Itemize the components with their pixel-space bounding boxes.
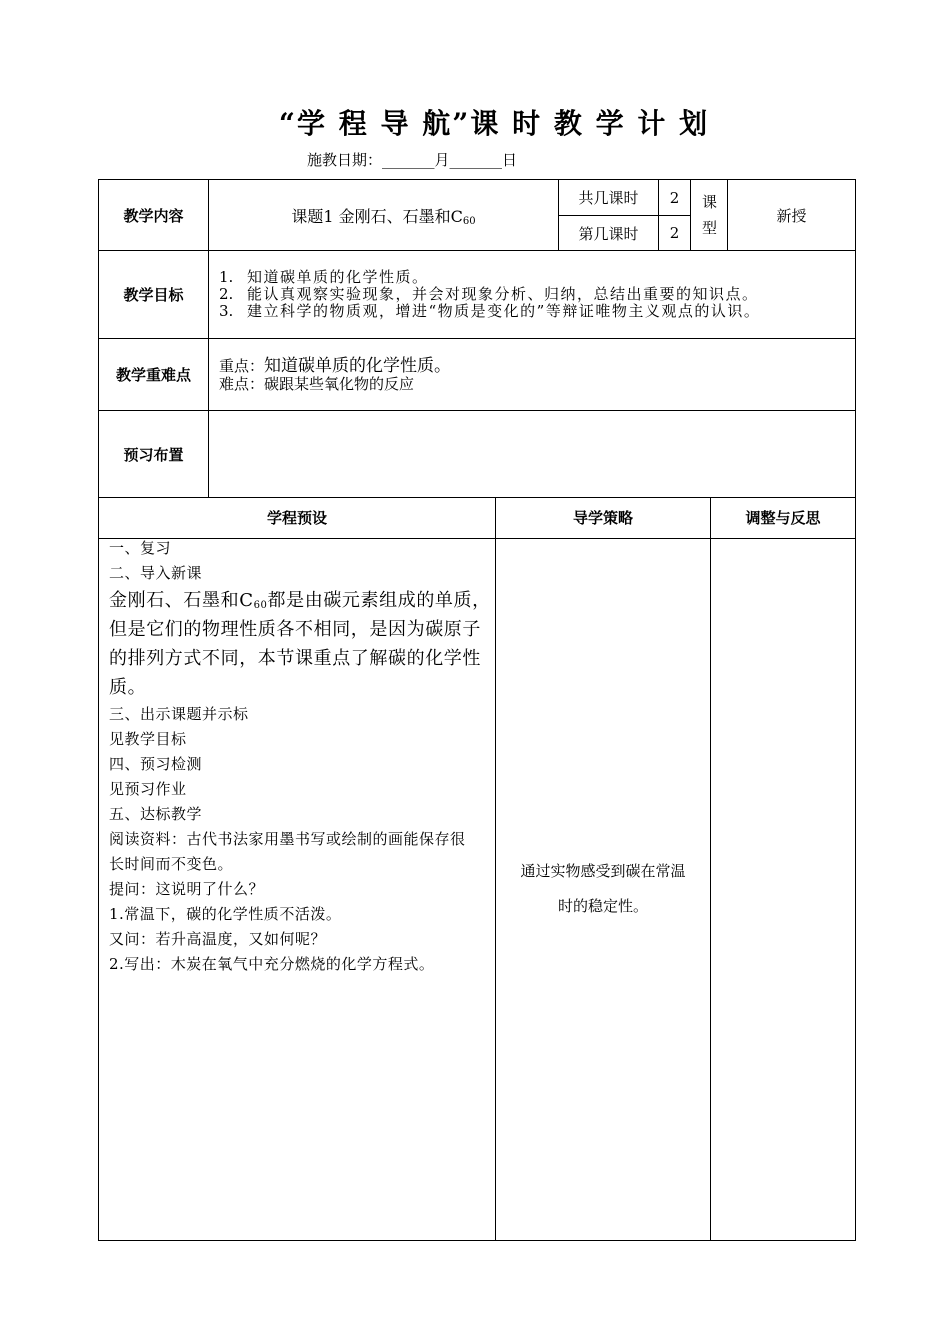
learning-process-table: [98, 497, 856, 1241]
step-line: 阅读资料：古代书法家用墨书写或绘制的画能保存很: [109, 829, 466, 848]
intro-text: 都是由碳元素组成的单质，: [267, 589, 491, 611]
total-hours-label: 共几课时: [559, 180, 659, 216]
section-topic: 三、出示课题并示标: [109, 704, 249, 723]
teaching-date: 施教日期：_______月_______日: [307, 151, 518, 169]
objective-number: 1.: [219, 268, 234, 286]
intro-line: [109, 586, 495, 615]
section-review: 一、复习: [109, 538, 172, 557]
key-point-line: [219, 357, 855, 375]
section-preview-check: 四、预习检测: [109, 754, 203, 773]
objective-item: [219, 303, 855, 320]
preview-label: 预习布置: [99, 411, 209, 498]
objective-text: 知道碳单质的化学性质。: [247, 268, 429, 286]
section-intro: 二、导入新课: [109, 563, 203, 582]
step-line: 见教学目标: [109, 729, 187, 748]
lesson-topic: [209, 180, 559, 251]
content-label: 教学内容: [99, 180, 209, 251]
section-teaching: 五、达标教学: [109, 804, 203, 823]
guidance-strategy-content: [496, 538, 711, 1240]
preview-content: [209, 411, 856, 498]
step-line: 2.写出：木炭在氧气中充分燃烧的化学方程式。: [109, 954, 435, 973]
lesson-topic-text: 课题1 金刚石、石墨和C: [291, 206, 463, 226]
intro-line: 的排列方式不同，本节课重点了解碳的化学性: [109, 647, 481, 669]
objective-text: 建立科学的物质观，增进“物质是变化的”等辩证唯物主义观点的认识。: [247, 302, 761, 320]
intro-line: 质。: [109, 676, 147, 698]
step-line: 见预习作业: [109, 779, 187, 798]
reflection-content: [711, 538, 856, 1240]
step-line: 又问：若升高温度，又如何呢？: [109, 929, 327, 948]
lesson-type-value: 新授: [728, 180, 856, 251]
lesson-number-label: 第几课时: [559, 216, 659, 251]
step-line: 1.常温下，碳的化学性质不活泼。: [109, 904, 342, 923]
lesson-number-value: 2: [659, 216, 691, 251]
lesson-type-label: 课型: [702, 193, 718, 237]
strategy-line: 通过实物感受到碳在常温: [520, 862, 686, 880]
key-point-text: 知道碳单质的化学性质。: [264, 355, 452, 376]
reflection-header: 调整与反思: [711, 497, 856, 538]
step-line: 长时间而不变色。: [109, 854, 234, 873]
key-point-label: 重点：: [219, 356, 265, 375]
objectives-label: 教学目标: [99, 251, 209, 339]
step-line: 提问：这说明了什么？: [109, 879, 265, 898]
intro-subscript: 60: [253, 599, 268, 611]
lesson-type-label-cell: [691, 180, 728, 251]
key-points-content: [209, 339, 856, 411]
key-points-label: 教学重难点: [99, 339, 209, 411]
objectives-list: [209, 251, 856, 339]
process-design-header: 学程预设: [99, 497, 496, 538]
process-design-content: [99, 538, 496, 1240]
objective-item: [219, 286, 855, 303]
objective-number: 2.: [219, 285, 234, 303]
strategy-line: 时的稳定性。: [557, 897, 648, 915]
intro-line: 但是它们的物理性质各不相同，是因为碳原子: [109, 618, 481, 640]
lesson-topic-subscript: 60: [462, 215, 476, 227]
total-hours-value: 2: [659, 180, 691, 216]
intro-text: 金刚石、石墨和C: [109, 589, 254, 611]
document-title: “学 程 导 航”课 时 教 学 计 划: [278, 107, 710, 140]
guidance-strategy-header: 导学策略: [496, 497, 711, 538]
objective-item: [219, 269, 855, 286]
objective-number: 3.: [219, 302, 234, 320]
lesson-info-table: [98, 179, 856, 498]
difficult-point-line: 难点：碳跟某些氧化物的反应: [219, 374, 415, 393]
objective-text: 能认真观察实验现象，并会对现象分析、归纳，总结出重要的知识点。: [247, 285, 759, 303]
